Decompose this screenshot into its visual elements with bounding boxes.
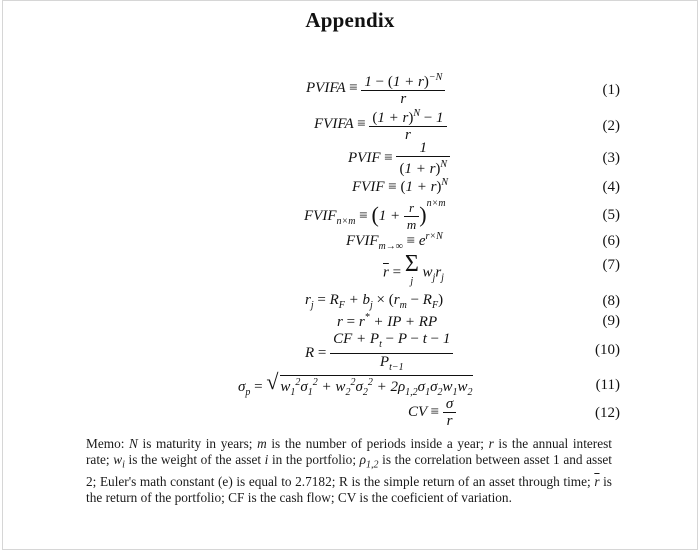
equation-fisher: r = r* + IP + RP [337, 312, 438, 330]
equation-portfolio-std-dev: $\sigma_p$ = √ $w_1^2\sigma_1^2 + w_2^2\sigma_2^2 + 2\rho_{1,2}\sigma_1\sigma_2w_1w_2$ [238, 369, 473, 398]
equation-portfolio-return: $\overline{r} = \Sigma$ $^j$ $w_jr_j$ [383, 251, 444, 287]
equation-number: (5) [602, 207, 620, 223]
memo-lead: Memo [86, 436, 121, 451]
equation-capm: $r_j = R_F + b_j \times (r_m - R_F)$ [305, 292, 444, 311]
equation-cv: CV ≡ $\frac{\sigma}{r}$ [408, 396, 456, 429]
equation-pvifa: PVIFA ≡ $\frac{1 - (1 + r)^{-N}}{r}$ [306, 70, 445, 107]
equation-number: (3) [602, 150, 620, 166]
equation-fvif: FVIF ≡ $(1 + r)^N$ [352, 177, 449, 195]
equation-number: (2) [602, 118, 620, 134]
equation-pvif: PVIF ≡ $\frac{1}{(1 + r)^N}$ [348, 140, 450, 177]
equation-number: (7) [602, 257, 620, 273]
equation-fvifa: FVIFA ≡ $\frac{(1 + r)^N - 1}{r}$ [314, 106, 447, 143]
page-title: Appendix [305, 8, 395, 32]
memo-paragraph: Memo: N is maturity in years; m is the number of periods inside a year; r is the annual interest rate; $w_i$ is the weight of the asset i in the portfolio; $\rho_{1,2}$ is the correlation between asset 1 and asset 2; Euler's math constant (e) is equal to 2.7182; R is the simple return of an asset through time; $\overline{r}$ is the return of the portfolio; CF is the cash flow; CV is the coeficient of variation. [86, 436, 612, 506]
equation-number: (1) [602, 82, 620, 98]
equation-number: (9) [602, 313, 620, 329]
equation-number: (8) [602, 293, 620, 309]
equation-number: (4) [602, 179, 620, 195]
equation-number: (12) [595, 405, 620, 421]
equation-simple-return: R = $\frac{CF + P_t - P - t - 1}{P_{t-1}}$ [305, 331, 453, 376]
equation-number: (6) [602, 233, 620, 249]
equation-number: (10) [595, 342, 620, 358]
equation-number: (11) [595, 377, 620, 393]
equation-fvif-nxm: $FVIF_{n\times m} \equiv (1$ + $\frac{r}{m}$ )$^{n\times m}$ [304, 198, 446, 233]
equation-fvif-continuous: $FVIF_{m\to\infty} \equiv e^{r\times N}$ [346, 231, 443, 252]
